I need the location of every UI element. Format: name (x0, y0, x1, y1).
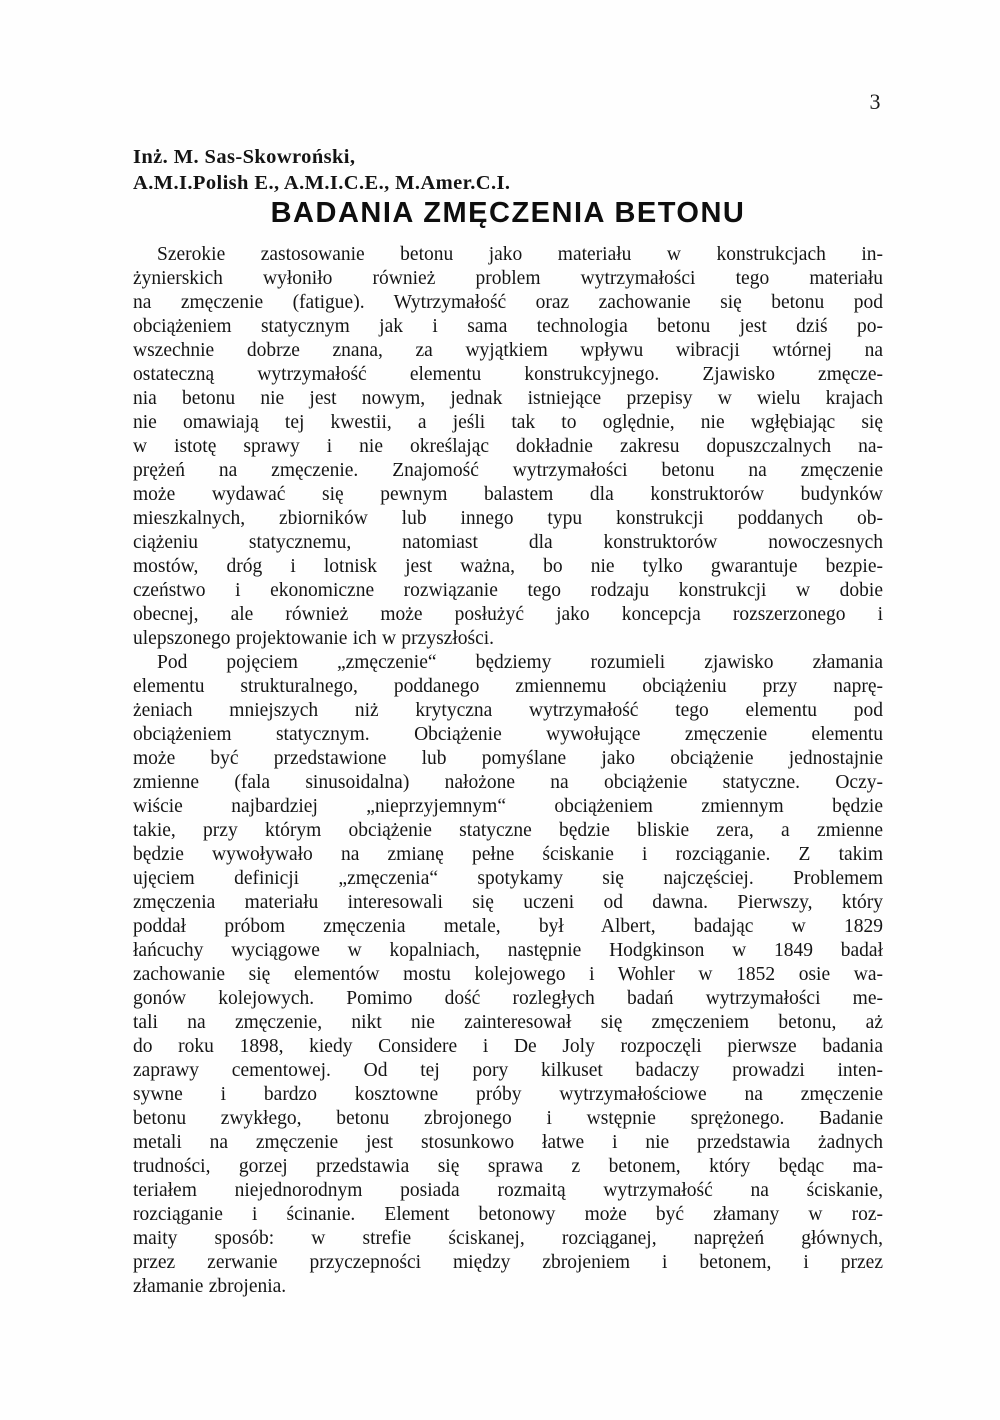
text-line: mostów, dróg i lotnisk jest ważna, bo nie tylko gwarantuje bezpie- (133, 556, 883, 577)
text-line: zachowanie się elementów mostu kolejowego i Wohler w 1852 osie wa- (133, 964, 883, 985)
paragraph (133, 243, 883, 651)
text-line: w istotę sprawy i nie określając dokładnie zakresu dopuszczalnych na- (133, 436, 883, 457)
text-line: elementu strukturalnego, poddanego zmiennemu obciążeniu przy naprę- (133, 676, 883, 697)
page-number: 3 (869, 89, 881, 114)
text-line: trudności, gorzej przedstawia się sprawa z betonem, który będąc ma- (133, 1156, 883, 1177)
text-line: żeniach mniejszych niż krytyczna wytrzymałość tego elementu pod (133, 700, 883, 721)
text-line: obecnej, ale również może posłużyć jako koncepcja rozszerzonego i (133, 604, 883, 625)
text-line: nie omawiają tej kwestii, a jeśli tak to oględnie, nie wgłębiając się (133, 412, 883, 433)
text-line: będzie wywoływało na zmianę pełne ściskanie i rozciąganie. Z takim (133, 844, 883, 865)
text-line: wszechnie dobrze znana, za wyjątkiem wpływu wibracji wtórnej na (133, 340, 883, 361)
text-line: rozciąganie i ścinanie. Element betonowy może być złamany w roz- (133, 1204, 883, 1225)
text-line: Pod pojęciem „zmęczenie“ będziemy rozumieli zjawisko złamania (157, 652, 883, 673)
text-line: ciążeniu statycznemu, natomiast dla konstruktorów nowoczesnych (133, 532, 883, 553)
text-line: zmienne (fala sinusoidalna) nałożone na obciążenie statyczne. Oczy- (133, 772, 883, 793)
text-line: tali na zmęczenie, nikt nie zainteresował się zmęczeniem betonu, aż (133, 1012, 883, 1033)
text-line: sywne i bardzo kosztowne próby wytrzymałościowe na zmęczenie (133, 1084, 883, 1105)
text-line: betonu zwykłego, betonu zbrojonego i wstępnie sprężonego. Badanie (133, 1108, 883, 1129)
text-line: wiście najbardziej „nieprzyjemnym“ obciążeniem zmiennym będzie (133, 796, 883, 817)
text-line: mieszkalnych, zbiorników lub innego typu konstrukcji poddanych ob- (133, 508, 883, 529)
text-line: ujęciem definicji „zmęczenia“ spotykamy się najczęściej. Problemem (133, 868, 883, 889)
author-credentials: A.M.I.Polish E., A.M.I.C.E., M.Amer.C.I. (133, 172, 511, 194)
text-line: na zmęczenie (fatigue). Wytrzymałość oraz zachowanie się betonu pod (133, 292, 883, 313)
article-body (133, 243, 883, 1299)
text-line: maity sposób: w strefie ściskanej, rozciąganej, naprężeń głównych, (133, 1228, 883, 1249)
text-line: żynierskich wyłoniło również problem wytrzymałości tego materiału (133, 268, 883, 289)
author-block (133, 144, 883, 196)
text-line: łańcuchy wyciągowe w kopalniach, następnie Hodgkinson w 1849 badał (133, 940, 883, 961)
text-line: takie, przy którym obciążenie statyczne będzie bliskie zera, a zmienne (133, 820, 883, 841)
text-line: ulepszonego projektowanie ich w przyszłości. (133, 628, 495, 649)
text-line: gonów kolejowych. Pomimo dość rozległych badań wytrzymałości me- (133, 988, 883, 1009)
text-line: przez zerwanie przyczepności między zbrojeniem i betonem, i przez (133, 1252, 883, 1273)
text-line: zaprawy cementowej. Od tej pory kilkuset badaczy prowadzi inten- (133, 1060, 883, 1081)
text-line: złamanie zbrojenia. (133, 1276, 287, 1297)
text-line: może wydawać się pewnym balastem dla konstruktorów budynków (133, 484, 883, 505)
text-line: zmęczenia materiału interesowali się uczeni od dawna. Pierwszy, który (133, 892, 883, 913)
article-title: BADANIA ZMĘCZENIA BETONU (270, 197, 746, 229)
text-line: metali na zmęczenie jest stosunkowo łatwe i nie przedstawia żadnych (133, 1132, 883, 1153)
text-line: prężeń na zmęczenie. Znajomość wytrzymałości betonu na zmęczenie (133, 460, 883, 481)
text-line: poddał próbom zmęczenia metale, był Albert, badając w 1829 (133, 916, 883, 937)
text-line: czeństwo i ekonomiczne rozwiązanie tego rodzaju konstrukcji w dobie (133, 580, 883, 601)
text-line: może być przedstawione lub pomyślane jako obciążenie jednostajnie (133, 748, 883, 769)
text-line: teriałem niejednorodnym posiada rozmaitą wytrzymałość na ściskanie, (133, 1180, 883, 1201)
text-line: obciążeniem statycznym jak i sama technologia betonu jest dziś po- (133, 316, 883, 337)
text-line: obciążeniem statycznym. Obciążenie wywołujące zmęczenie elementu (133, 724, 883, 745)
paragraph (133, 651, 883, 1299)
text-line: nia betonu nie jest nowym, jednak istniejące przepisy w wielu krajach (133, 388, 883, 409)
text-line: Szerokie zastosowanie betonu jako materiału w konstrukcjach in- (157, 244, 883, 265)
author-name: Inż. M. Sas-Skowroński, (133, 146, 356, 168)
text-line: do roku 1898, kiedy Considere i De Joly rozpoczęli pierwsze badania (133, 1036, 883, 1057)
text-line: ostateczną wytrzymałość elementu konstrukcyjnego. Zjawisko zmęcze- (133, 364, 883, 385)
